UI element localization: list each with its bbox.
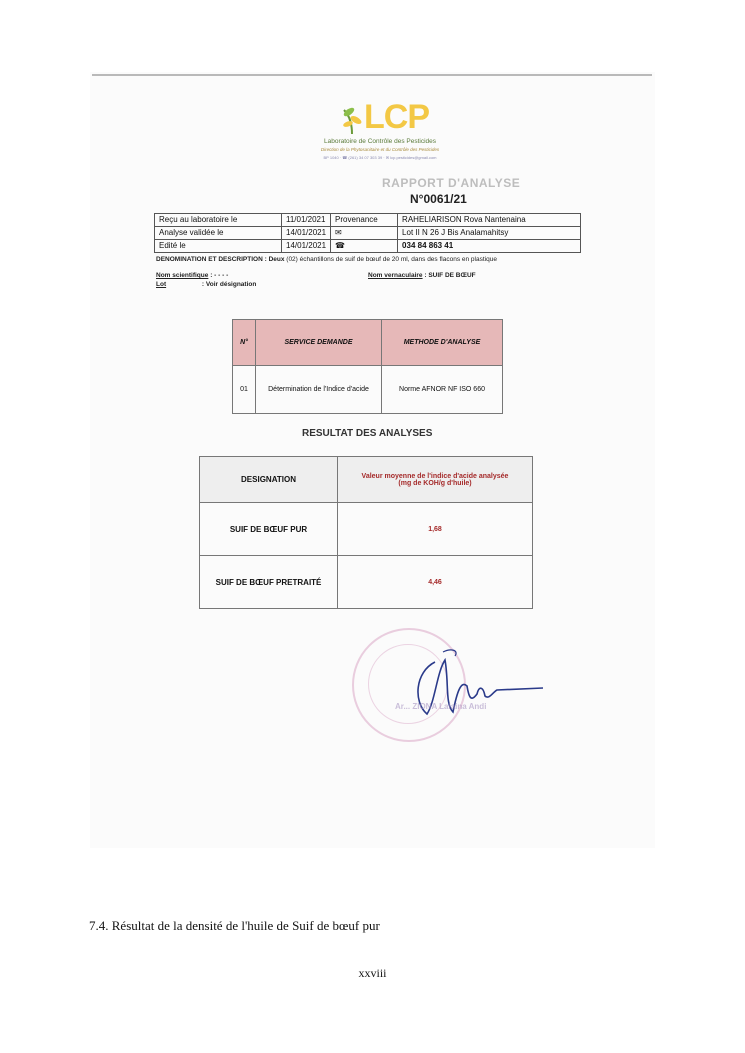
vernacular-name-value: : SUIF DE BŒUF bbox=[424, 272, 476, 279]
table-cell: Lot II N 26 J Bis Analamahitsy bbox=[398, 227, 581, 240]
col-header-method: METHODE D'ANALYSE bbox=[382, 320, 503, 366]
mail-icon: ✉ bbox=[331, 227, 398, 240]
results-table bbox=[199, 456, 533, 609]
scientific-name-value: : - - - - bbox=[210, 272, 229, 279]
logo-contact: BP 1040 · ☎ (261) 34 07 303 39 · ✉ lcp.pesticides@gmail.com bbox=[323, 155, 437, 160]
phone-icon: ☎ bbox=[331, 240, 398, 253]
results-title: RESULTAT DES ANALYSES bbox=[302, 428, 433, 439]
leaf-icon bbox=[340, 100, 364, 136]
denomination-text: (02) échantillons de suif de bœuf de 20 ml, dans des flacons en plastique bbox=[286, 256, 497, 263]
table-row bbox=[233, 366, 503, 414]
lot bbox=[156, 281, 256, 288]
lot-value: : Voir désignation bbox=[201, 281, 257, 288]
table-cell: 14/01/2021 bbox=[282, 240, 331, 253]
col-header-designation: DESIGNATION bbox=[200, 457, 338, 503]
logo-direction: Direction de la Phytosanitaire et du Contrôle des Pesticides bbox=[320, 147, 440, 152]
reception-info-table bbox=[154, 213, 581, 253]
table-cell: 1,68 bbox=[338, 503, 533, 556]
table-cell: Norme AFNOR NF ISO 660 bbox=[382, 366, 503, 414]
table-cell: RAHELIARISON Rova Nantenaina bbox=[398, 214, 581, 227]
denomination-label: DENOMINATION ET DESCRIPTION : bbox=[156, 256, 267, 263]
table-header-row bbox=[200, 457, 533, 503]
table-row bbox=[200, 556, 533, 609]
table-row bbox=[155, 214, 581, 227]
sample-count: Deux bbox=[268, 256, 285, 263]
col-header-acid-value bbox=[338, 457, 533, 503]
acid-value-header-line1: Valeur moyenne de l'indice d'acide analysée bbox=[361, 472, 509, 480]
report-number: N°0061/21 bbox=[410, 192, 467, 206]
acid-value-header-line2: (mg de KOH/g d'huile) bbox=[398, 479, 472, 487]
logo-lab-name: Laboratoire de Contrôle des Pesticides bbox=[323, 138, 436, 145]
table-row bbox=[200, 503, 533, 556]
table-cell: Analyse validée le bbox=[155, 227, 282, 240]
table-cell: SUIF DE BŒUF PUR bbox=[200, 503, 338, 556]
vernacular-name-label: Nom vernaculaire bbox=[368, 272, 423, 279]
table-row bbox=[155, 227, 581, 240]
scientific-name bbox=[156, 272, 228, 279]
table-cell: 14/01/2021 bbox=[282, 227, 331, 240]
logo-wordmark: LCP bbox=[364, 98, 429, 136]
page-number: xxviii bbox=[358, 966, 387, 980]
table-cell: Provenance bbox=[331, 214, 398, 227]
figure-caption: 7.4. Résultat de la densité de l'huile de Suif de bœuf pur bbox=[89, 918, 380, 933]
table-cell: Détermination de l'Indice d'acide bbox=[256, 366, 382, 414]
vernacular-name bbox=[368, 272, 476, 279]
table-cell: 11/01/2021 bbox=[282, 214, 331, 227]
table-cell: Reçu au laboratoire le bbox=[155, 214, 282, 227]
col-header-service: SERVICE DEMANDE bbox=[256, 320, 382, 366]
table-cell: Edité le bbox=[155, 240, 282, 253]
table-header-row bbox=[233, 320, 503, 366]
scan-edge bbox=[92, 74, 652, 76]
denomination-line bbox=[156, 256, 497, 263]
scientific-name-label: Nom scientifique bbox=[156, 272, 209, 279]
report-title: RAPPORT D'ANALYSE bbox=[382, 176, 521, 190]
table-cell: SUIF DE BŒUF PRETRAITÉ bbox=[200, 556, 338, 609]
table-cell: 034 84 863 41 bbox=[398, 240, 581, 253]
table-cell: 01 bbox=[233, 366, 256, 414]
table-cell: 4,46 bbox=[338, 556, 533, 609]
lcp-logo bbox=[290, 100, 470, 166]
service-table bbox=[232, 319, 503, 414]
col-header-number: N° bbox=[233, 320, 256, 366]
table-row bbox=[155, 240, 581, 253]
lot-label: Lot bbox=[156, 281, 167, 288]
signer-name: Ar... ZIONA Lalaina Andi bbox=[395, 702, 487, 711]
